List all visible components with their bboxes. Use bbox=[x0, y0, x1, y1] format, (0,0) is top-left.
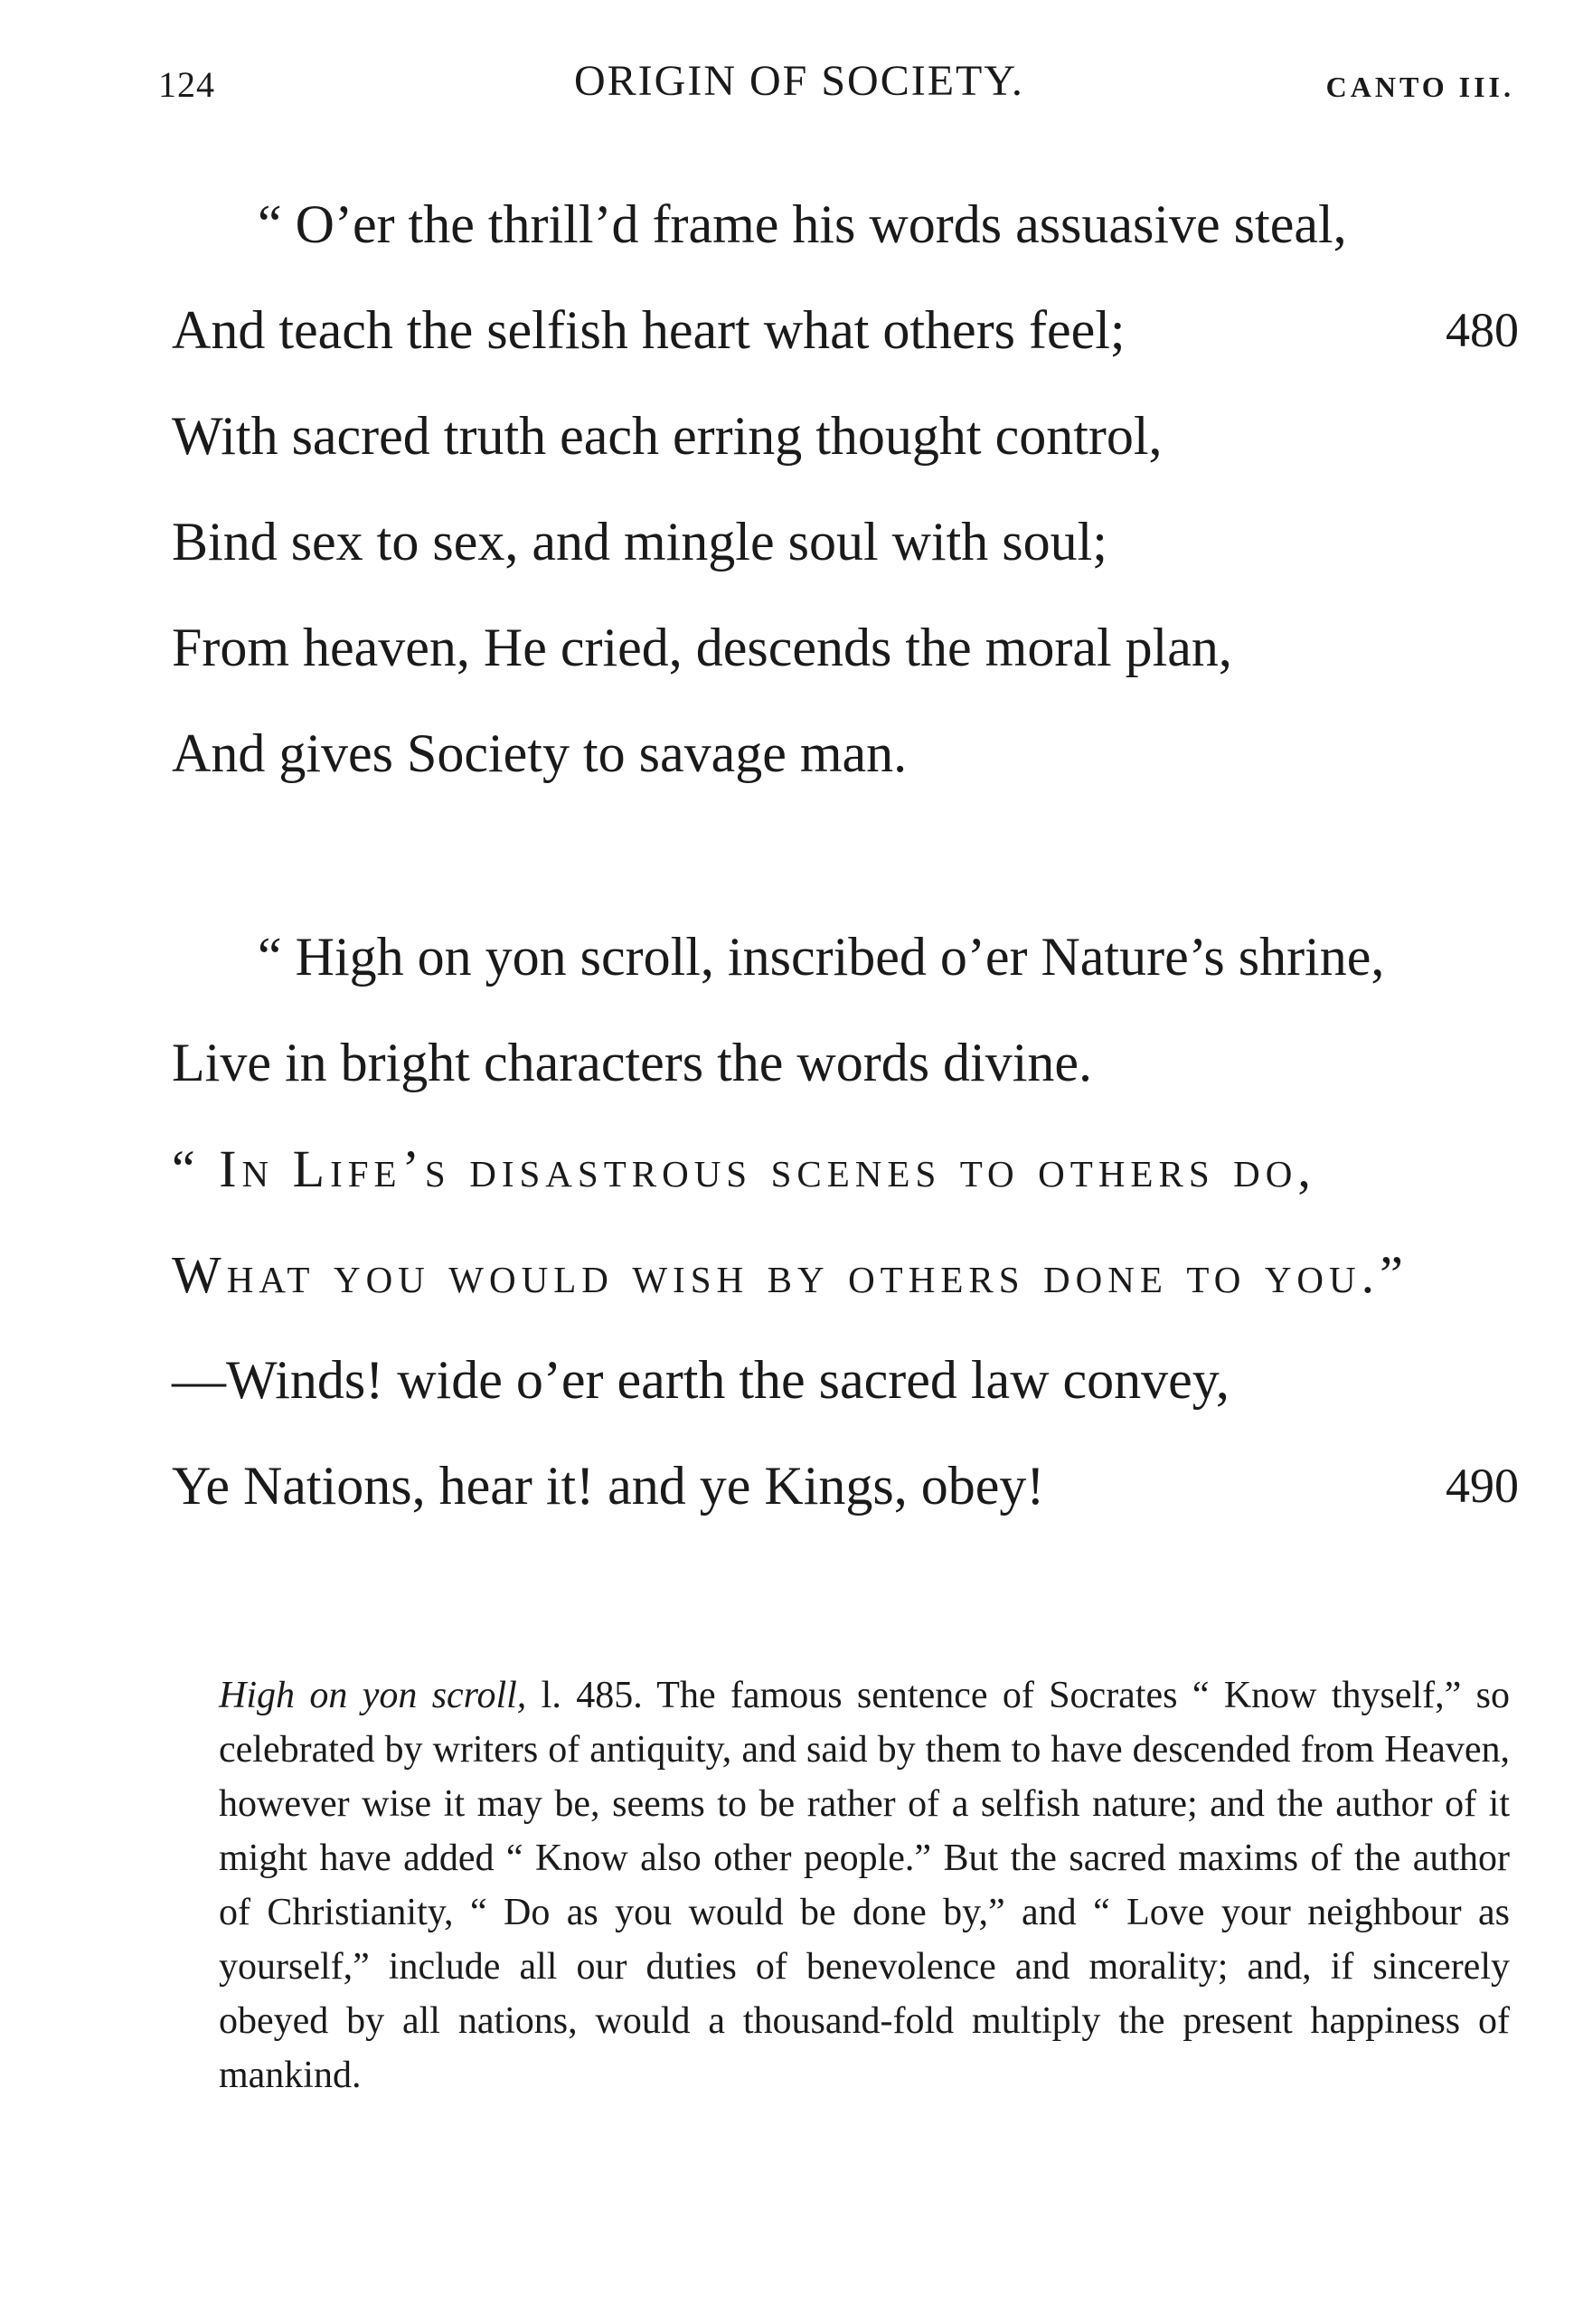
verse-line bbox=[172, 172, 1519, 278]
verse-line bbox=[172, 1010, 1519, 1116]
verse-line bbox=[172, 278, 1519, 383]
running-head bbox=[158, 52, 1514, 116]
verse-text: From heaven, He cried, descends the moral plan, bbox=[172, 618, 1232, 677]
verse-line bbox=[172, 1433, 1519, 1539]
verse-line bbox=[172, 1327, 1519, 1433]
footnote bbox=[172, 1668, 1510, 2102]
verse-line bbox=[172, 595, 1519, 701]
footnote-reference: High on yon scroll, bbox=[219, 1675, 527, 1716]
verse-text: And gives Society to savage man. bbox=[172, 723, 908, 783]
line-number: 480 bbox=[1446, 303, 1519, 357]
line-number: 490 bbox=[1446, 1459, 1519, 1513]
verse-text: What you would wish by others done to you.” bbox=[172, 1245, 1409, 1304]
stanza-2 bbox=[172, 904, 1519, 1539]
verse-line bbox=[172, 383, 1519, 489]
canto-label: CANTO III. bbox=[1325, 71, 1514, 103]
page-number: 124 bbox=[158, 64, 215, 105]
verse-text: —Winds! wide o’er earth the sacred law convey, bbox=[172, 1350, 1230, 1410]
verse-text: With sacred truth each erring thought control, bbox=[172, 406, 1163, 466]
stanza-1 bbox=[172, 172, 1519, 807]
verse-text: Bind sex to sex, and mingle soul with soul; bbox=[172, 512, 1107, 572]
running-title: ORIGIN OF SOCIETY. bbox=[574, 57, 1024, 105]
verse-text: “ O’er the thrill’d frame his words assuasive steal, bbox=[258, 194, 1347, 254]
verse-line-maxim bbox=[172, 1222, 1519, 1327]
footnote-body: l. 485. The famous sentence of Socrates “ Know thyself,” so celebrated by writers of antiquity, and said by them to have descended from Heaven, however wise it may be, seems to be rather of a selfish nature; and the author of it might have added “ Know also other people.” But the sacred maxims of the author of Christianity, “ Do as you would be done by,” and “ Love your neighbour as yourself,” include all our duties of benevolence and morality; and, if sincerely obeyed by all nations, would a thousand-fold multiply the present happiness of mankind. bbox=[219, 1675, 1510, 2096]
verse-line-maxim bbox=[172, 1116, 1519, 1222]
verse-text: Ye Nations, hear it! and ye Kings, obey! bbox=[172, 1456, 1045, 1516]
verse-text: Live in bright characters the words divine. bbox=[172, 1033, 1093, 1092]
verse-line bbox=[172, 489, 1519, 595]
verse-text: “ In Life’s disastrous scenes to others do, bbox=[172, 1139, 1316, 1198]
verse-text: And teach the selfish heart what others feel; bbox=[172, 300, 1126, 360]
verse-line bbox=[172, 701, 1519, 807]
verse-text: “ High on yon scroll, inscribed o’er Nature’s shrine, bbox=[258, 927, 1385, 987]
verse-line bbox=[172, 904, 1519, 1010]
footnote-paragraph bbox=[172, 1668, 1510, 2102]
